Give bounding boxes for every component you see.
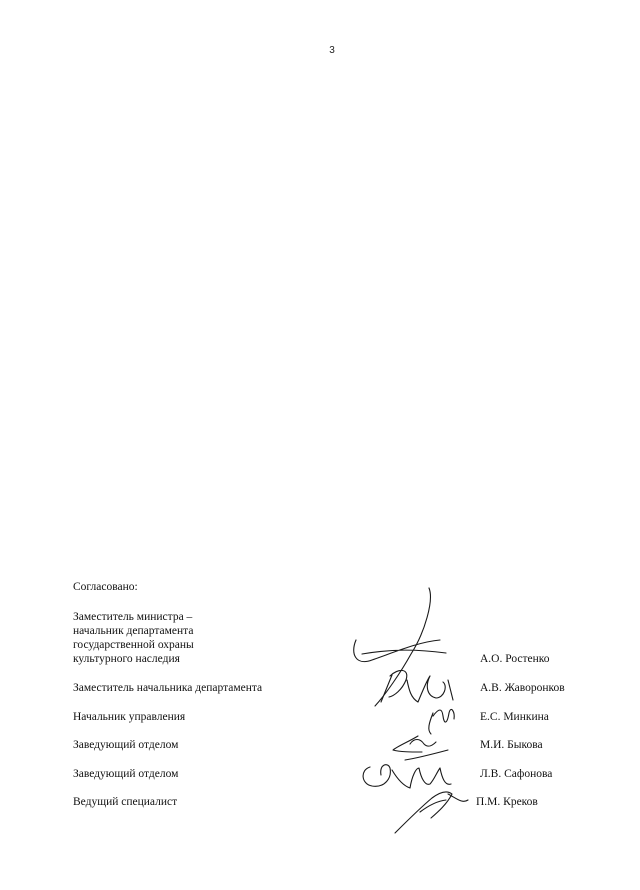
position-line: Заведующий отделом (73, 739, 179, 751)
position-line: Заместитель министра – (73, 611, 193, 623)
position-line: государственной охраны (73, 639, 194, 651)
signatory-name: А.В. Жаворонков (480, 682, 565, 694)
signature-minkina (429, 709, 454, 734)
signature-bykova (393, 736, 448, 760)
signature-zhavoronkov (381, 670, 453, 702)
position-line: Ведущий специалист (73, 796, 178, 808)
signatory-name: П.М. Креков (476, 796, 538, 808)
signature-krekov (395, 792, 468, 833)
signature-rostenko (354, 588, 446, 706)
signatory-name: М.И. Быкова (480, 739, 543, 751)
approval-heading: Согласовано: (73, 581, 138, 593)
position-line: Заместитель начальника департамента (73, 682, 263, 694)
signatory-name: Е.С. Минкина (480, 711, 549, 723)
position-line: культурного наследия (73, 653, 180, 665)
signatory-name: А.О. Ростенко (480, 653, 550, 665)
position-line: Заведующий отделом (73, 768, 179, 780)
position-line: Начальник управления (73, 711, 186, 723)
signatory-name: Л.В. Сафонова (480, 768, 553, 780)
page-number: 3 (329, 45, 335, 56)
signature-safonova (363, 765, 451, 788)
position-line: начальник департамента (73, 625, 194, 637)
